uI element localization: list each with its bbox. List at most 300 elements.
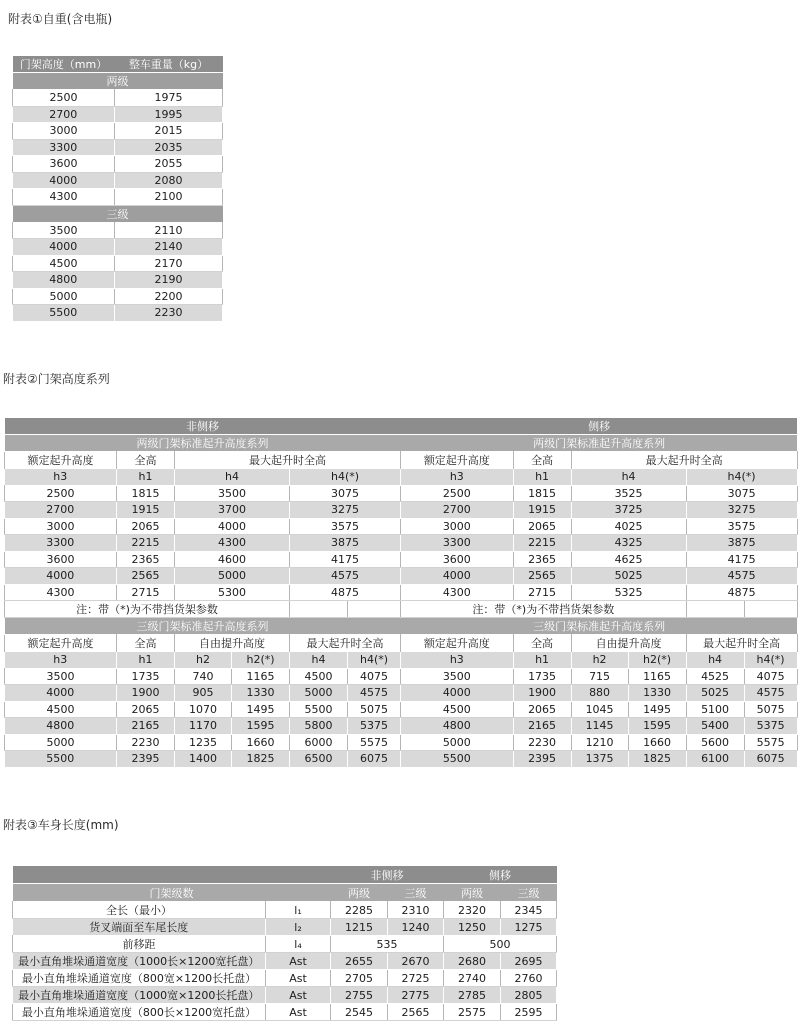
series-header-row	[401, 435, 797, 452]
header-mast-height: 门架高度（mm）	[13, 56, 115, 73]
header-three-stage: 三级	[388, 884, 444, 902]
sym-h3: h3	[5, 469, 117, 486]
table-row	[13, 106, 223, 123]
header-mast-stages: 门架级数	[13, 884, 331, 902]
cell-value: 2805	[501, 987, 557, 1004]
cell-h4: 4600	[175, 551, 290, 568]
series-header-row	[5, 618, 401, 635]
cell-h1: 2395	[513, 751, 571, 767]
cell-symbol: Ast	[266, 953, 331, 970]
cell-dimension-label: 全长（最小）	[13, 902, 266, 919]
cell-symbol: Ast	[266, 970, 331, 987]
cell-h2-star: 1595	[232, 718, 290, 735]
cell-h1: 2365	[117, 551, 175, 568]
empty-cell	[348, 601, 401, 618]
cell-h2-star: 1495	[232, 701, 290, 718]
table-row	[5, 685, 401, 702]
cell-h2-star: 1825	[628, 751, 686, 767]
cell-value: 2595	[501, 1004, 557, 1021]
cell-symbol: Ast	[266, 987, 331, 1004]
cell-h4: 3725	[571, 502, 686, 519]
cell-h3: 3600	[5, 551, 117, 568]
header-free-lift: 自由提升高度	[571, 635, 686, 652]
cell-h1: 2395	[117, 751, 175, 767]
cell-value: 2575	[444, 1004, 501, 1021]
cell-mast-height: 2500	[13, 90, 115, 107]
cell-h2: 715	[571, 668, 628, 685]
header-two-stage: 两级	[331, 884, 388, 902]
table-row	[13, 189, 223, 206]
cell-h1: 2565	[117, 568, 175, 585]
section-two-stage	[13, 73, 223, 90]
cell-mast-height: 3500	[13, 222, 115, 239]
table-row	[401, 535, 797, 552]
cell-dimension-label: 最小直角堆垛通道宽度（800宽×1200长托盘）	[13, 970, 266, 987]
cell-h3: 3000	[401, 518, 513, 535]
cell-h4: 4625	[571, 551, 686, 568]
sym-h4: h4	[290, 652, 348, 669]
cell-h1: 1735	[117, 668, 175, 685]
table-row	[401, 584, 797, 601]
cell-value: 1215	[331, 919, 388, 936]
cell-h3: 2700	[5, 502, 117, 519]
cell-h1: 1915	[513, 502, 571, 519]
cell-h1: 2715	[117, 584, 175, 601]
note-row	[5, 601, 401, 618]
header-rated-lift: 额定起升高度	[401, 452, 513, 469]
cell-h3: 4000	[5, 568, 117, 585]
cell-h3: 4000	[401, 568, 513, 585]
table-row	[13, 255, 223, 272]
cell-h1: 1900	[513, 685, 571, 702]
cell-h4: 6100	[686, 751, 744, 767]
cell-h4: 5000	[290, 685, 348, 702]
cell-truck-weight: 2080	[115, 172, 223, 189]
cell-h2-star: 1495	[628, 701, 686, 718]
cell-truck-weight: 2110	[115, 222, 223, 239]
cell-h1: 2065	[513, 701, 571, 718]
sym-h2: h2	[175, 652, 232, 669]
cell-h4: 5300	[175, 584, 290, 601]
group-header-non-sideshift: 非侧移	[5, 418, 401, 435]
cell-h3: 3300	[5, 535, 117, 552]
cell-truck-weight: 1975	[115, 90, 223, 107]
cell-h2: 1170	[175, 718, 232, 735]
table2-title: 附表②门架高度系列	[3, 372, 110, 386]
weight-table	[12, 55, 223, 321]
cell-h4-star: 5075	[348, 701, 401, 718]
sym-h3: h3	[401, 652, 513, 669]
section-label: 三级	[13, 205, 223, 222]
table-row	[5, 502, 401, 519]
cell-h4-star: 3275	[686, 502, 797, 519]
table-row	[13, 902, 557, 919]
header-three-stage: 三级	[501, 884, 557, 902]
table-row	[13, 919, 557, 936]
table-row	[13, 172, 223, 189]
table-row	[5, 718, 401, 735]
cell-h4: 3500	[175, 485, 290, 502]
note-text: 注：带（*)为不带挡货架参数	[5, 601, 290, 618]
body-length-table-wrap	[12, 865, 557, 1021]
column-header-row	[5, 452, 401, 469]
mast-series-table-sideshift	[401, 417, 798, 767]
cell-h4: 5000	[175, 568, 290, 585]
table-row	[5, 668, 401, 685]
cell-h3: 5000	[401, 734, 513, 751]
cell-value: 2345	[501, 902, 557, 919]
cell-h1: 2165	[117, 718, 175, 735]
sym-h4: h4	[175, 469, 290, 486]
cell-h3: 4800	[401, 718, 513, 735]
weight-table-wrap	[12, 55, 223, 321]
table-row	[13, 139, 223, 156]
cell-h2: 1375	[571, 751, 628, 767]
column-header-row	[401, 635, 797, 652]
two-stage-series-label: 两级门架标准起升高度系列	[401, 435, 797, 452]
cell-dimension-label: 最小直角堆垛通道宽度（800长×1200宽托盘）	[13, 1004, 266, 1021]
cell-h4-star: 4075	[744, 668, 797, 685]
cell-h4-star: 5375	[348, 718, 401, 735]
table-row	[5, 751, 401, 767]
cell-truck-weight: 2140	[115, 239, 223, 256]
cell-h1: 2065	[513, 518, 571, 535]
header-max-lift-height: 最大起升时全高	[290, 635, 401, 652]
body-length-table	[12, 865, 557, 1021]
cell-value: 2310	[388, 902, 444, 919]
cell-mast-height: 2700	[13, 106, 115, 123]
cell-h4: 5800	[290, 718, 348, 735]
column-header-row	[13, 884, 557, 902]
header-max-lift-height: 最大起升时全高	[175, 452, 401, 469]
table-row	[401, 518, 797, 535]
cell-h4-star: 4875	[686, 584, 797, 601]
cell-h3: 4800	[5, 718, 117, 735]
weight-table-header-row	[13, 56, 223, 73]
cell-h4-star: 3575	[290, 518, 401, 535]
sym-h2-star: h2(*)	[628, 652, 686, 669]
cell-h4-star: 5575	[744, 734, 797, 751]
cell-h4: 5600	[686, 734, 744, 751]
cell-mast-height: 3000	[13, 123, 115, 140]
group-header-non-sideshift: 非侧移	[331, 866, 444, 884]
cell-h4-star: 4575	[686, 568, 797, 585]
group-header-sideshift: 侧移	[444, 866, 557, 884]
table-row	[5, 551, 401, 568]
cell-h1: 2230	[513, 734, 571, 751]
cell-value: 2695	[501, 953, 557, 970]
cell-h1: 2565	[513, 568, 571, 585]
cell-value: 2545	[331, 1004, 388, 1021]
cell-value: 1250	[444, 919, 501, 936]
cell-h3: 5500	[5, 751, 117, 767]
cell-value: 2760	[501, 970, 557, 987]
header-two-stage: 两级	[444, 884, 501, 902]
cell-value: 535	[331, 936, 444, 953]
cell-h3: 4500	[5, 701, 117, 718]
cell-h1: 1815	[513, 485, 571, 502]
cell-value: 2670	[388, 953, 444, 970]
cell-value: 2565	[388, 1004, 444, 1021]
header-overall-height: 全高	[513, 635, 571, 652]
cell-mast-height: 5000	[13, 288, 115, 305]
cell-h4: 4300	[175, 535, 290, 552]
table3-title: 附表③车身长度(mm)	[3, 818, 119, 832]
cell-h1: 1815	[117, 485, 175, 502]
cell-h2-star: 1165	[232, 668, 290, 685]
cell-h4-star: 4175	[290, 551, 401, 568]
two-stage-series-label: 两级门架标准起升高度系列	[5, 435, 401, 452]
group-header-row	[13, 866, 557, 884]
cell-mast-height: 4500	[13, 255, 115, 272]
cell-value: 2320	[444, 902, 501, 919]
header-rated-lift: 额定起升高度	[5, 452, 117, 469]
cell-value: 1240	[388, 919, 444, 936]
cell-h3: 4000	[401, 685, 513, 702]
cell-h1: 2065	[117, 701, 175, 718]
header-max-lift-height: 最大起升时全高	[686, 635, 797, 652]
cell-h4-star: 4575	[290, 568, 401, 585]
cell-h4-star: 6075	[744, 751, 797, 767]
cell-symbol: l₁	[266, 902, 331, 919]
sym-h4: h4	[571, 469, 686, 486]
cell-h2: 1235	[175, 734, 232, 751]
cell-mast-height: 4800	[13, 272, 115, 289]
cell-h4-star: 3875	[290, 535, 401, 552]
cell-h2: 1145	[571, 718, 628, 735]
cell-h3: 3500	[401, 668, 513, 685]
cell-h4: 5400	[686, 718, 744, 735]
cell-h1: 2365	[513, 551, 571, 568]
table-row	[13, 1004, 557, 1021]
cell-h4-star: 4575	[744, 685, 797, 702]
cell-h4-star: 4175	[686, 551, 797, 568]
table-row	[13, 123, 223, 140]
empty-cell	[744, 601, 797, 618]
sym-h4-star: h4(*)	[348, 652, 401, 669]
cell-h2: 1400	[175, 751, 232, 767]
empty-cell	[686, 601, 744, 618]
cell-mast-height: 4000	[13, 239, 115, 256]
cell-h3: 4500	[401, 701, 513, 718]
series-header-row	[5, 435, 401, 452]
header-truck-weight: 整车重量（kg）	[115, 56, 223, 73]
cell-h2-star: 1595	[628, 718, 686, 735]
cell-h3: 2500	[5, 485, 117, 502]
sym-h4-star: h4(*)	[290, 469, 401, 486]
cell-h2: 880	[571, 685, 628, 702]
sym-h4: h4	[686, 652, 744, 669]
header-rated-lift: 额定起升高度	[5, 635, 117, 652]
section-label: 两级	[13, 73, 223, 90]
cell-h1: 1735	[513, 668, 571, 685]
table-row	[401, 568, 797, 585]
empty-cell	[13, 866, 331, 884]
cell-mast-height: 4300	[13, 189, 115, 206]
cell-h4: 5500	[290, 701, 348, 718]
series-header-row	[401, 618, 797, 635]
column-header-row	[5, 635, 401, 652]
cell-h2-star: 1660	[628, 734, 686, 751]
cell-h1: 2165	[513, 718, 571, 735]
cell-h4: 3700	[175, 502, 290, 519]
sym-h1: h1	[513, 469, 571, 486]
table-row	[5, 568, 401, 585]
symbol-header-row	[401, 652, 797, 669]
table-row	[13, 305, 223, 321]
table-row	[5, 518, 401, 535]
sym-h2: h2	[571, 652, 628, 669]
cell-h4: 3525	[571, 485, 686, 502]
cell-value: 2285	[331, 902, 388, 919]
cell-h2-star: 1330	[628, 685, 686, 702]
cell-value: 2740	[444, 970, 501, 987]
cell-value: 500	[444, 936, 557, 953]
cell-h4: 4525	[686, 668, 744, 685]
cell-symbol: l₄	[266, 936, 331, 953]
cell-h4: 5025	[571, 568, 686, 585]
cell-h3: 3500	[5, 668, 117, 685]
empty-cell	[290, 601, 348, 618]
group-header-row	[5, 418, 401, 435]
cell-symbol: Ast	[266, 1004, 331, 1021]
cell-truck-weight: 1995	[115, 106, 223, 123]
cell-truck-weight: 2230	[115, 305, 223, 321]
cell-h1: 1900	[117, 685, 175, 702]
sym-h4-star: h4(*)	[686, 469, 797, 486]
cell-mast-height: 3600	[13, 156, 115, 173]
column-header-row	[401, 452, 797, 469]
cell-h2: 905	[175, 685, 232, 702]
cell-value: 2725	[388, 970, 444, 987]
cell-h4-star: 5075	[744, 701, 797, 718]
cell-truck-weight: 2200	[115, 288, 223, 305]
cell-h4: 4500	[290, 668, 348, 685]
cell-value: 2680	[444, 953, 501, 970]
cell-h2-star: 1825	[232, 751, 290, 767]
cell-h3: 2700	[401, 502, 513, 519]
cell-h4: 5025	[686, 685, 744, 702]
group-header-row	[401, 418, 797, 435]
table-row	[401, 502, 797, 519]
cell-h2: 1070	[175, 701, 232, 718]
cell-h1: 2230	[117, 734, 175, 751]
sym-h3: h3	[401, 469, 513, 486]
cell-h2-star: 1165	[628, 668, 686, 685]
table-row	[401, 685, 797, 702]
sym-h2-star: h2(*)	[232, 652, 290, 669]
header-overall-height: 全高	[117, 635, 175, 652]
cell-value: 2655	[331, 953, 388, 970]
header-rated-lift: 额定起升高度	[401, 635, 513, 652]
table-row	[401, 701, 797, 718]
table-row	[5, 535, 401, 552]
cell-h4-star: 3575	[686, 518, 797, 535]
mast-series-tables-wrap	[4, 417, 798, 767]
table-row	[13, 987, 557, 1004]
section-three-stage	[13, 205, 223, 222]
cell-h4: 4025	[571, 518, 686, 535]
header-overall-height: 全高	[513, 452, 571, 469]
cell-dimension-label: 最小直角堆垛通道宽度（1000长×1200宽托盘）	[13, 953, 266, 970]
table-row	[401, 734, 797, 751]
cell-value: 2705	[331, 970, 388, 987]
cell-h4-star: 5575	[348, 734, 401, 751]
table-row	[5, 734, 401, 751]
cell-h3: 5500	[401, 751, 513, 767]
table-row	[401, 485, 797, 502]
cell-h4: 6000	[290, 734, 348, 751]
table-row	[401, 668, 797, 685]
three-stage-series-label: 三级门架标准起升高度系列	[5, 618, 401, 635]
cell-h3: 5000	[5, 734, 117, 751]
table-row	[5, 485, 401, 502]
sym-h4-star: h4(*)	[744, 652, 797, 669]
cell-truck-weight: 2190	[115, 272, 223, 289]
header-max-lift-height: 最大起升时全高	[571, 452, 797, 469]
cell-h2: 1045	[571, 701, 628, 718]
cell-h4: 6500	[290, 751, 348, 767]
cell-h3: 4300	[5, 584, 117, 601]
group-header-sideshift: 侧移	[401, 418, 797, 435]
cell-h2: 740	[175, 668, 232, 685]
cell-mast-height: 5500	[13, 305, 115, 321]
cell-h4: 4000	[175, 518, 290, 535]
cell-h2-star: 1330	[232, 685, 290, 702]
cell-h1: 1915	[117, 502, 175, 519]
cell-value: 2785	[444, 987, 501, 1004]
cell-h4-star: 3075	[290, 485, 401, 502]
table-row	[13, 90, 223, 107]
table-row	[13, 970, 557, 987]
cell-h4-star: 6075	[348, 751, 401, 767]
table-row	[13, 272, 223, 289]
table-row	[5, 584, 401, 601]
note-text: 注：带（*)为不带挡货架参数	[401, 601, 686, 618]
cell-truck-weight: 2015	[115, 123, 223, 140]
mast-series-table-non-sideshift	[4, 417, 401, 767]
cell-h4: 5100	[686, 701, 744, 718]
cell-truck-weight: 2035	[115, 139, 223, 156]
cell-truck-weight: 2055	[115, 156, 223, 173]
cell-h4-star: 4575	[348, 685, 401, 702]
sym-h1: h1	[117, 469, 175, 486]
cell-truck-weight: 2170	[115, 255, 223, 272]
cell-h2: 1210	[571, 734, 628, 751]
cell-h4-star: 5375	[744, 718, 797, 735]
cell-h1: 2065	[117, 518, 175, 535]
cell-h1: 2215	[513, 535, 571, 552]
table-row	[13, 288, 223, 305]
cell-h4-star: 4875	[290, 584, 401, 601]
cell-h1: 2215	[117, 535, 175, 552]
cell-h3: 3600	[401, 551, 513, 568]
three-stage-series-label: 三级门架标准起升高度系列	[401, 618, 797, 635]
cell-truck-weight: 2100	[115, 189, 223, 206]
cell-mast-height: 3300	[13, 139, 115, 156]
cell-value: 1275	[501, 919, 557, 936]
table-row	[13, 222, 223, 239]
table-row	[401, 718, 797, 735]
table-row	[13, 156, 223, 173]
cell-h4: 5325	[571, 584, 686, 601]
symbol-header-row	[401, 469, 797, 486]
cell-h3: 3300	[401, 535, 513, 552]
cell-h4: 4325	[571, 535, 686, 552]
table-row	[5, 701, 401, 718]
header-overall-height: 全高	[117, 452, 175, 469]
cell-mast-height: 4000	[13, 172, 115, 189]
